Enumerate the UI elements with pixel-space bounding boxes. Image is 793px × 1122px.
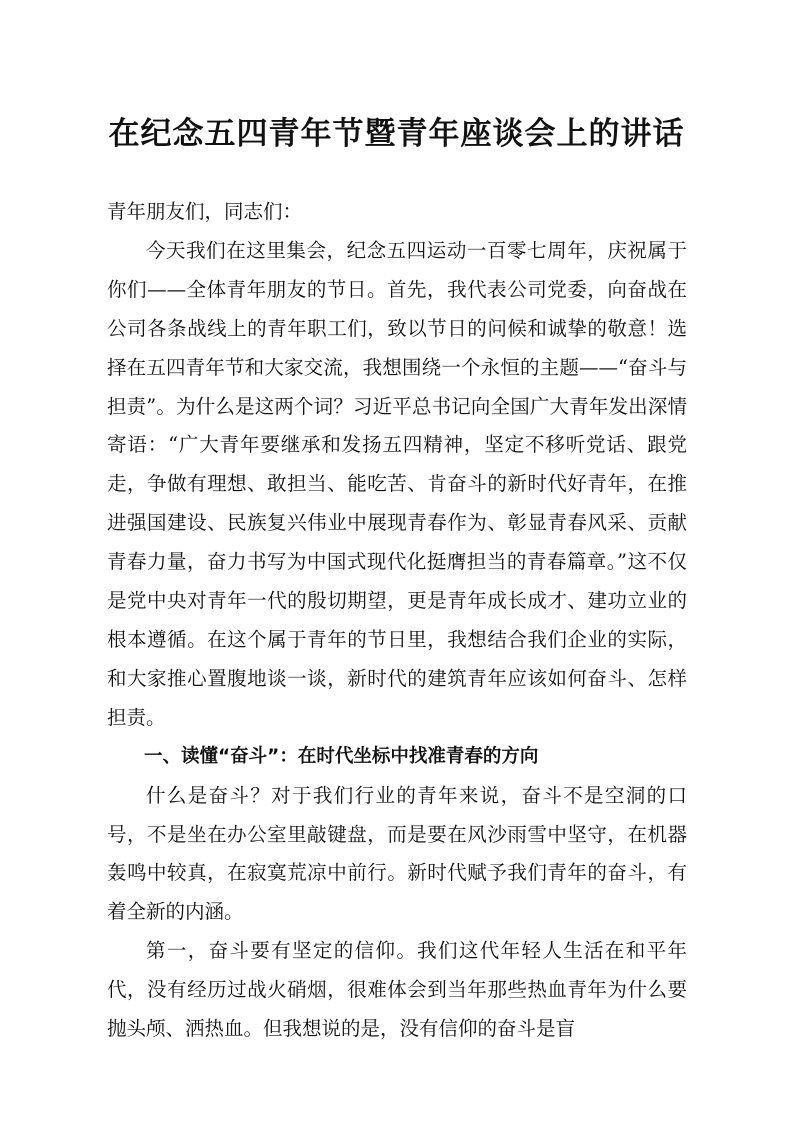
paragraph-section-2: 第一，奋斗要有坚定的信仰。我们这代年轻人生活在和平年代，没有经历过战火硝烟，很难体会到当年那些热血青年为什么要抛头颅、洒热血。但我想说的是，没有信仰的奋斗是盲 — [107, 939, 687, 1041]
section-heading: 一、读懂“奋斗”：在时代坐标中找准青春的方向 — [144, 745, 539, 767]
paragraph-section-1: 什么是奋斗？对于我们行业的青年来说，奋斗不是空洞的口号，不是坐在办公室里敲键盘，而是要在风沙雨雪中坚守，在机器轰鸣中较真，在寂寞荒凉中前行。新时代赋予我们青年的奋斗，有着全新的内涵。 — [107, 783, 687, 924]
salutation: 青年朋友们，同志们： — [107, 200, 303, 223]
document-title: 在纪念五四青年节暨青年座谈会上的讲话 — [108, 116, 685, 152]
paragraph-intro: 今天我们在这里集会，纪念五四运动一百零七周年，庆祝属于你们——全体青年朋友的节日。首先，我代表公司党委，向奋战在公司各条战线上的青年职工们，致以节日的问候和诚挚的敬意！选择在五四青年节和大家交流，我想围绕一个永恒的主题——“奋斗与担责”。为什么是这两个词？习近平总书记向全国广大青年发出深情寄语：“广大青年要继承和发扬五四精神，坚定不移听党话、跟党走，争做有理想、敢担当、能吃苦、肯奋斗的新时代好青年，在推进强国建设、民族复兴伟业中展现青春作为、彰显青春风采、贡献青春力量，奋力书写为中国式现代化挺膺担当的青春篇章。”这不仅是党中央对青年一代的殷切期望，更是青年成长成才、建功立业的根本遵循。在这个属于青年的节日里，我想结合我们企业的实际，和大家推心置腹地谈一谈，新时代的建筑青年应该如何奋斗、怎样担责。 — [107, 238, 687, 729]
document-body — [107, 193, 687, 1049]
